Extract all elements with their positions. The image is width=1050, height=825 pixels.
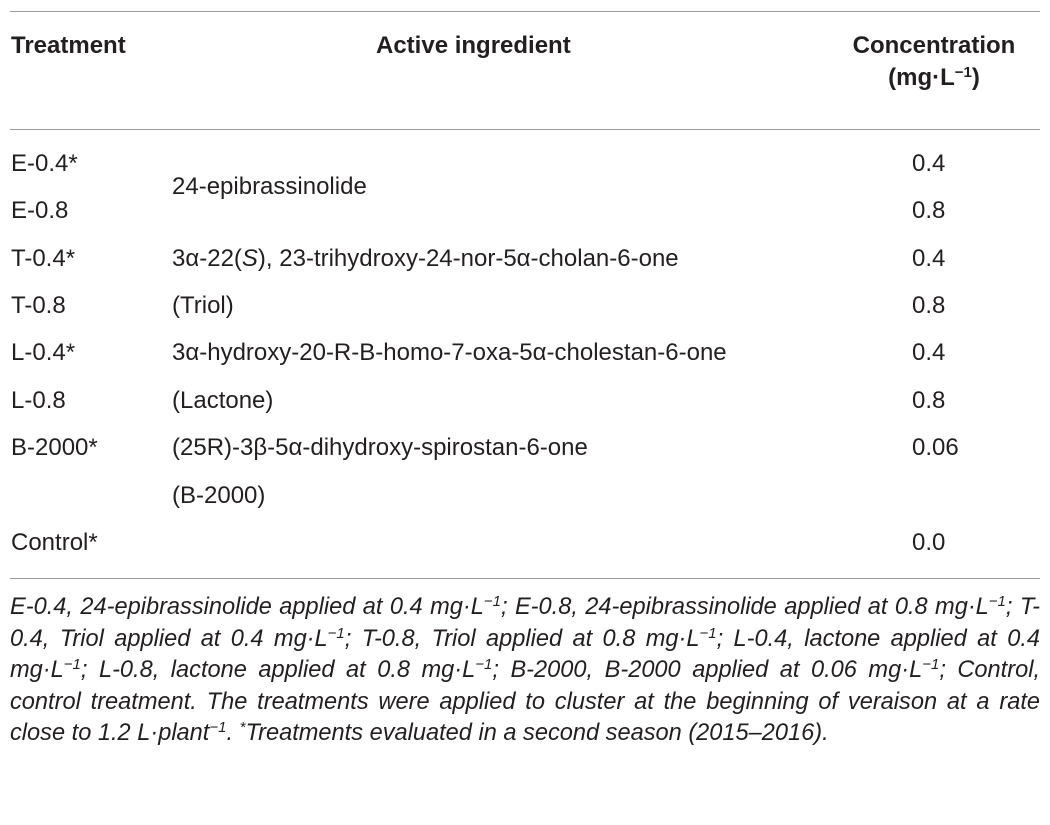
header-active-ingredient: Active ingredient — [376, 32, 571, 59]
footnote-text: ; T-0.4, Triol applied at 0.4 mg·L — [10, 594, 1040, 652]
table-cell-treatment: L-0.8 — [11, 387, 66, 414]
footnote-text: ; T-0.8, Triol applied at 0.8 mg·L — [344, 625, 700, 652]
triol-formula-end: ), 23-trihydroxy-24-nor-5α-cholan-6-one — [257, 245, 679, 272]
table-cell-ingredient-lactone-name: (Lactone) — [172, 387, 274, 414]
footnote-text: ; L-0.4, lactone applied at 0.4 mg·L — [10, 625, 1040, 683]
footnote-exponent: −1 — [699, 624, 717, 642]
table-cell-ingredient-triol — [172, 244, 679, 274]
table-cell-treatment: E-0.4* — [11, 150, 78, 177]
table-cell-ingredient-triol-name: (Triol) — [172, 292, 234, 319]
triol-formula-stereo: S — [241, 245, 258, 272]
footnote-exponent: −1 — [922, 656, 940, 673]
footnote-exponent: −1 — [988, 593, 1006, 610]
footnote-exponent: −1 — [63, 656, 81, 673]
footnote-text: ; B-2000, B-2000 applied at 0.06 mg·L — [492, 657, 923, 683]
table-footnote — [10, 592, 1040, 750]
table-top-rule — [10, 11, 1040, 12]
unit-close: ) — [971, 64, 980, 91]
table-cell-concentration: 0.4 — [912, 150, 946, 177]
footnote-text: ; E-0.8, 24-epibrassinolide applied at 0.8 mg·L — [500, 594, 989, 620]
table-cell-ingredient-epibrassinolide: 24-epibrassinolide — [172, 173, 367, 200]
table-cell-concentration: 0.0 — [912, 529, 946, 556]
table-cell-treatment: L-0.4* — [11, 339, 76, 366]
footnote-text: ; L-0.8, lactone applied at 0.8 mg·L — [80, 657, 476, 683]
table-cell-concentration: 0.8 — [912, 197, 946, 224]
header-concentration — [834, 30, 1034, 94]
footnote-exponent: −1 — [483, 593, 501, 610]
footnote-text: Treatments evaluated in a second season (2015–2016). — [245, 720, 829, 746]
triol-formula-start: 3α-22( — [172, 245, 242, 272]
footnote-asterisk: * — [239, 719, 246, 736]
table-cell-concentration: 0.4 — [912, 245, 946, 272]
footnote-text: . — [226, 720, 240, 746]
table-bottom-rule — [10, 578, 1040, 579]
table-cell-treatment: B-2000* — [11, 434, 98, 461]
table-cell-treatment: T-0.8 — [11, 292, 66, 319]
table-cell-treatment: E-0.8 — [11, 197, 69, 224]
footnote-text: ; Control, control treatment. The treatments were applied to cluster at the beginning of veraison at a rate close to 1.2 L·plant — [10, 657, 1040, 746]
header-treatment: Treatment — [11, 32, 126, 59]
table-header-rule — [10, 129, 1040, 130]
footnote-exponent: −1 — [209, 719, 227, 736]
unit-exponent: −1 — [954, 64, 972, 81]
table-cell-concentration: 0.06 — [912, 434, 959, 461]
table-cell-treatment: T-0.4* — [11, 245, 76, 272]
table-cell-ingredient-lactone: 3α-hydroxy-20-R-B-homo-7-oxa-5α-cholestan-6-one — [172, 339, 727, 366]
header-concentration-unit — [834, 62, 1034, 94]
footnote-text: E-0.4, 24-epibrassinolide applied at 0.4 mg·L — [10, 594, 484, 620]
footnote-exponent: −1 — [475, 656, 493, 673]
table-cell-concentration: 0.8 — [912, 387, 946, 414]
unit-base: (mg·L — [888, 64, 955, 91]
table-cell-concentration: 0.4 — [912, 339, 946, 366]
footnote-exponent: −1 — [327, 624, 345, 642]
table-cell-concentration: 0.8 — [912, 292, 946, 319]
header-concentration-label: Concentration — [852, 32, 1016, 59]
table-cell-treatment: Control* — [11, 529, 98, 556]
table-cell-ingredient-b2000-name: (B-2000) — [172, 482, 266, 509]
table-cell-ingredient-b2000: (25R)-3β-5α-dihydroxy-spirostan-6-one — [172, 434, 588, 461]
